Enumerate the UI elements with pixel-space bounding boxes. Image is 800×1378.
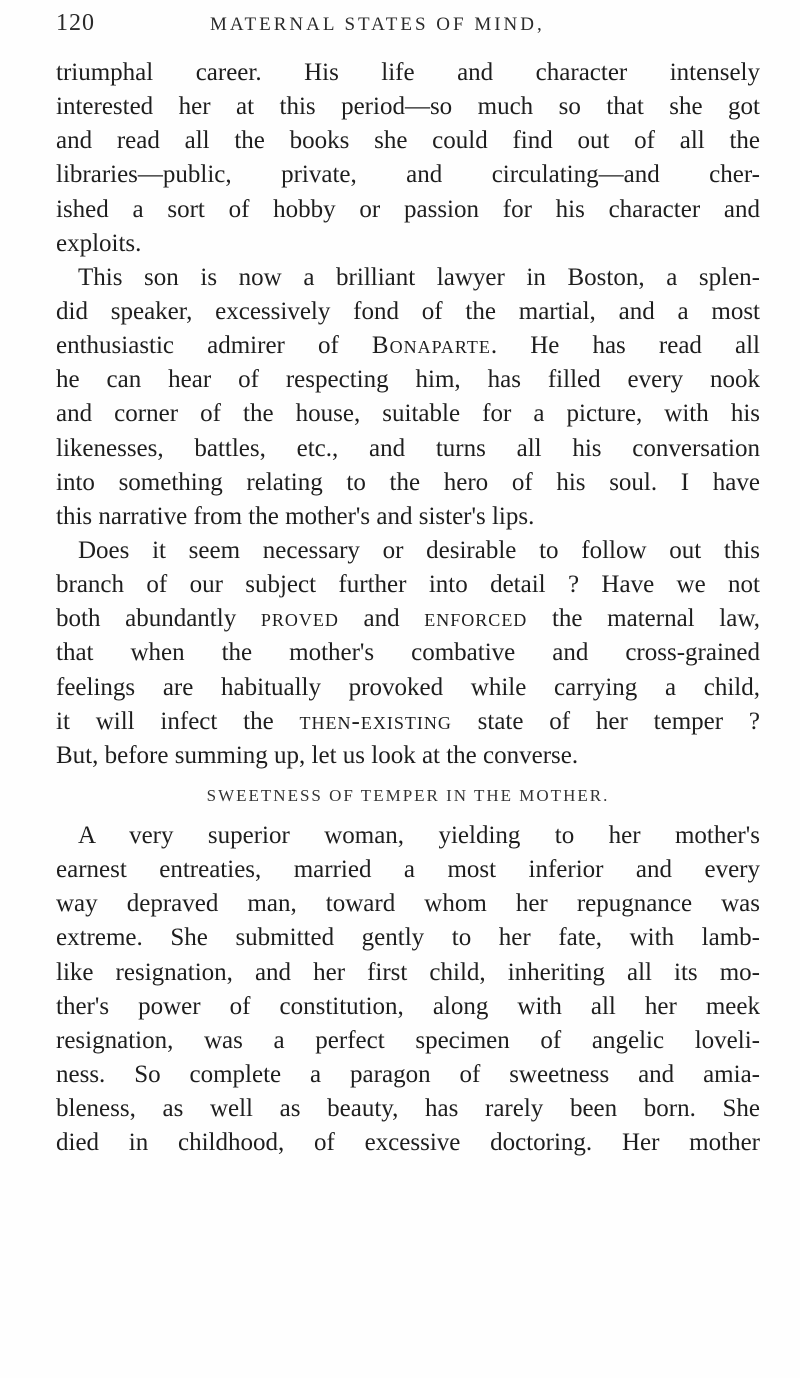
running-head [56,10,756,50]
small-caps-emphasis: proved [260,605,339,633]
paragraph-son-lawyer [56,261,760,534]
text-line: like resignation, and her first child, inheriting all its mo- [56,958,760,986]
text-line: ished a sort of hobby or passion for his character and [56,195,760,223]
paragraph-maternal-law [56,534,760,773]
text-line: libraries—public, private, and circulating—and cher- [56,161,760,189]
page-number: 120 [56,10,95,36]
small-caps-name: Bonaparte [371,332,491,360]
text-line: A very superior woman, yielding to her mother's [78,821,760,849]
text-line: and read all the books she could find out of all the [56,127,760,155]
text-run: state of her temper ? [451,707,760,735]
text-line: interested her at this period—so much so that she got [56,93,760,121]
text-line: ther's power of constitution, along with all her meek [56,992,760,1020]
text-line: and corner of the house, suitable for a picture, with his [56,400,760,428]
text-line: into something relating to the hero of his soul. I have [56,468,760,496]
text-line: extreme. She submitted gently to her fate, with lamb- [56,924,760,952]
text-run: . He has read all [490,332,761,360]
text-line: did speaker, excessively fond of the martial, and a most [56,297,760,325]
text-line: feelings are habitually provoked while carrying a child, [56,673,760,701]
text-run: and [338,605,425,633]
small-caps-emphasis: enforced [424,605,528,633]
text-run: both abundantly [56,605,261,633]
paragraph-sweetness [56,819,760,1160]
section-heading: SWEETNESS OF TEMPER IN THE MOTHER. [206,785,610,805]
body-text [56,56,760,1160]
text-line: Does it seem necessary or desirable to follow out this [78,536,760,564]
text-line: likenesses, battles, etc., and turns all his conversation [56,434,760,462]
text-line [56,329,760,363]
text-line: died in childhood, of excessive doctoring. Her mother [56,1129,760,1157]
text-line: But, before summing up, let us look at the converse. [56,741,579,769]
text-line: way depraved man, toward whom her repugnance was [56,890,760,918]
text-line: earnest entreaties, married a most inferior and every [56,856,760,884]
text-line: triumphal career. His life and character intensely [56,59,760,86]
paragraph-continuation [56,56,760,261]
running-title: MATERNAL STATES OF MIND, [210,14,545,35]
text-line: resignation, was a perfect specimen of angelic loveli- [56,1026,760,1054]
text-line: bleness, as well as beauty, has rarely been born. She [56,1095,760,1123]
text-line: exploits. [56,229,142,257]
text-line: ness. So complete a paragon of sweetness and amia- [56,1060,760,1088]
text-line: This son is now a brilliant lawyer in Boston, a splen- [78,263,760,291]
text-line: this narrative from the mother's and sister's lips. [56,502,535,530]
text-line: that when the mother's combative and cross-grained [56,639,760,667]
text-line: branch of our subject further into detail ? Have we not [56,571,760,599]
text-run: the maternal law, [527,605,761,633]
text-line [56,602,760,636]
text-line [56,705,760,739]
small-caps-emphasis: then-existing [299,707,452,735]
text-run: it will infect the [56,707,300,735]
text-line: he can hear of respecting him, has filled every nook [56,366,760,394]
text-run: enthusiastic admirer of [56,332,372,360]
